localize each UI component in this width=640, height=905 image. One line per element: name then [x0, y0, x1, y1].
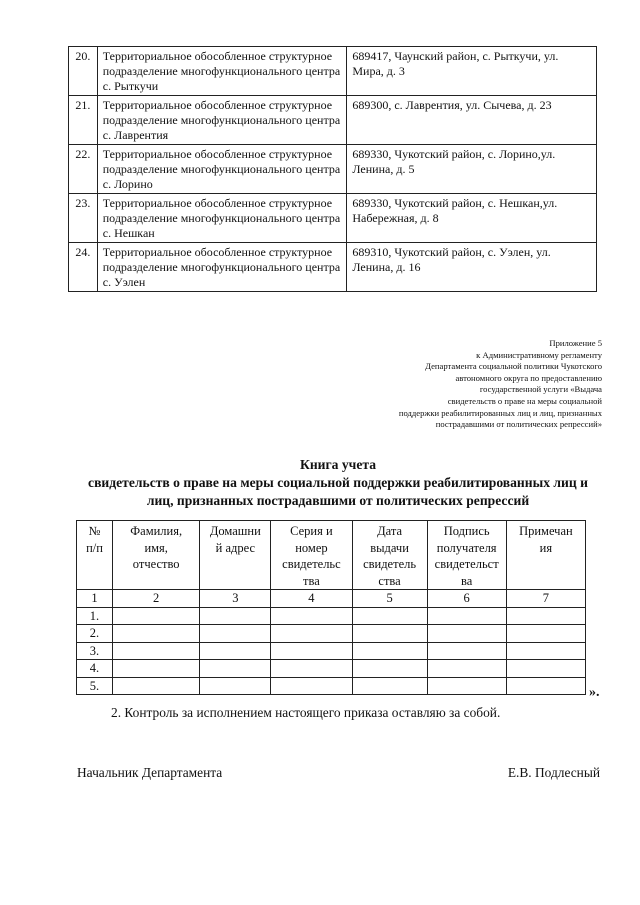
header-line: ия — [539, 540, 553, 555]
register-row-number: 1. — [77, 607, 113, 625]
register-cell — [112, 660, 199, 678]
register-cell — [506, 677, 585, 695]
office-row — [69, 47, 597, 96]
register-cell — [271, 607, 352, 625]
office-row — [69, 194, 597, 243]
register-column-header — [112, 521, 199, 590]
register-cell — [200, 660, 271, 678]
register-row-number: 4. — [77, 660, 113, 678]
column-number: 6 — [427, 590, 506, 608]
register-table — [76, 520, 586, 695]
header-line: получателя — [436, 540, 497, 555]
header-line: Фамилия, — [130, 524, 183, 538]
book-title-line: свидетельств о праве на меры социальной поддержки реабилитированных лиц и — [88, 475, 588, 490]
signature-name: Е.В. Подлесный — [507, 765, 600, 780]
office-name: Территориальное обособленное структурное подразделение многофункционального центра с. Уэлен — [97, 243, 347, 292]
register-cell — [352, 607, 427, 625]
register-cell — [112, 642, 199, 660]
register-column-header — [77, 521, 113, 590]
register-cell — [506, 607, 585, 625]
office-name: Территориальное обособленное структурное подразделение многофункционального центра с. Нешкан — [97, 194, 347, 243]
register-column-header — [271, 521, 352, 590]
header-line: № — [88, 524, 101, 538]
column-number: 3 — [200, 590, 271, 608]
header-line: Дата — [377, 524, 403, 538]
header-line: Примечан — [519, 524, 573, 538]
register-cell — [352, 642, 427, 660]
register-cell — [112, 607, 199, 625]
header-line: тва — [303, 573, 320, 588]
header-line: п/п — [86, 540, 103, 555]
register-row — [77, 660, 586, 678]
register-cell — [200, 677, 271, 695]
office-name: Территориальное обособленное структурное подразделение многофункционального центра с. Лаврентия — [97, 96, 347, 145]
register-cell — [427, 642, 506, 660]
office-number: 24. — [69, 243, 98, 292]
column-number: 1 — [77, 590, 113, 608]
register-row-number: 2. — [77, 625, 113, 643]
office-address: 689310, Чукотский район, с. Уэлен, ул. Ленина, д. 16 — [347, 243, 597, 292]
register-cell — [200, 607, 271, 625]
column-number: 2 — [112, 590, 199, 608]
register-cell — [271, 660, 352, 678]
register-row — [77, 607, 586, 625]
column-number: 7 — [506, 590, 585, 608]
appendix-line: государственной услуги «Выдача — [479, 384, 602, 395]
appendix-line: Приложение 5 — [549, 338, 602, 348]
appendix-line: автономного округа по предоставлению — [455, 372, 602, 383]
register-cell — [427, 625, 506, 643]
header-line: Подпись — [443, 524, 490, 538]
register-row-number: 5. — [77, 677, 113, 695]
header-line: имя, — [144, 540, 168, 555]
register-cell — [200, 625, 271, 643]
office-number: 22. — [69, 145, 98, 194]
office-address: 689417, Чаунский район, с. Рыткучи, ул. Мира, д. 3 — [347, 47, 597, 96]
register-column-header — [352, 521, 427, 590]
header-line: выдачи — [370, 540, 409, 555]
book-title — [60, 456, 616, 510]
register-cell — [506, 625, 585, 643]
appendix-line: пострадавшими от политических репрессий» — [435, 419, 602, 430]
register-row — [77, 642, 586, 660]
office-address: 689330, Чукотский район, с. Нешкан,ул. Набережная, д. 8 — [347, 194, 597, 243]
offices-table — [68, 46, 597, 292]
register-row — [77, 677, 586, 695]
header-line: номер — [295, 540, 328, 555]
appendix-line: поддержки реабилитированных лиц и лиц, признанных — [398, 407, 602, 418]
office-row — [69, 145, 597, 194]
register-cell — [200, 642, 271, 660]
register-cell — [427, 607, 506, 625]
office-row — [69, 96, 597, 145]
office-name: Территориальное обособленное структурное подразделение многофункционального центра с. Рыткучи — [97, 47, 347, 96]
register-cell — [112, 625, 199, 643]
signature-position: Начальник Департамента — [77, 765, 223, 780]
register-cell — [271, 625, 352, 643]
control-paragraph: 2. Контроль за исполнением настоящего приказа оставляю за собой. — [111, 705, 501, 720]
register-column-numbers — [77, 590, 586, 608]
register-cell — [271, 642, 352, 660]
register-cell — [352, 677, 427, 695]
header-line: Серия и — [290, 524, 333, 538]
appendix-line: свидетельств о праве на меры социальной — [447, 395, 602, 406]
header-line: ства — [378, 573, 401, 588]
register-column-header — [427, 521, 506, 590]
register-cell — [427, 660, 506, 678]
header-line: свидетельст — [434, 557, 499, 571]
register-column-header — [506, 521, 585, 590]
column-number: 5 — [352, 590, 427, 608]
appendix-line: Департамента социальной политики Чукотского — [425, 361, 602, 372]
register-column-header — [200, 521, 271, 590]
register-row — [77, 625, 586, 643]
register-cell — [112, 677, 199, 695]
register-cell — [271, 677, 352, 695]
register-cell — [427, 677, 506, 695]
office-number: 23. — [69, 194, 98, 243]
office-number: 20. — [69, 47, 98, 96]
header-line: ва — [461, 573, 473, 588]
office-address: 689300, с. Лаврентия, ул. Сычева, д. 23 — [347, 96, 597, 145]
office-row — [69, 243, 597, 292]
register-cell — [506, 642, 585, 660]
register-cell — [352, 625, 427, 643]
register-cell — [352, 660, 427, 678]
appendix-line: к Административному регламенту — [476, 349, 602, 360]
header-line: свидетель — [363, 557, 417, 571]
appendix-note — [342, 338, 602, 431]
office-address: 689330, Чукотский район, с. Лорино,ул. Ленина, д. 5 — [347, 145, 597, 194]
office-name: Территориальное обособленное структурное подразделение многофункционального центра с. Лорино — [97, 145, 347, 194]
header-line: свидетельс — [282, 557, 341, 571]
header-line: й адрес — [215, 540, 256, 555]
header-line: отчество — [132, 557, 180, 571]
book-title-line: лиц, признанных пострадавшими от политических репрессий — [146, 493, 530, 508]
column-number: 4 — [271, 590, 352, 608]
register-row-number: 3. — [77, 642, 113, 660]
closing-quote: ». — [589, 685, 600, 700]
register-cell — [506, 660, 585, 678]
register-header-row — [77, 521, 586, 590]
header-line: Домашни — [209, 524, 261, 538]
office-number: 21. — [69, 96, 98, 145]
book-title-line: Книга учета — [299, 457, 377, 472]
